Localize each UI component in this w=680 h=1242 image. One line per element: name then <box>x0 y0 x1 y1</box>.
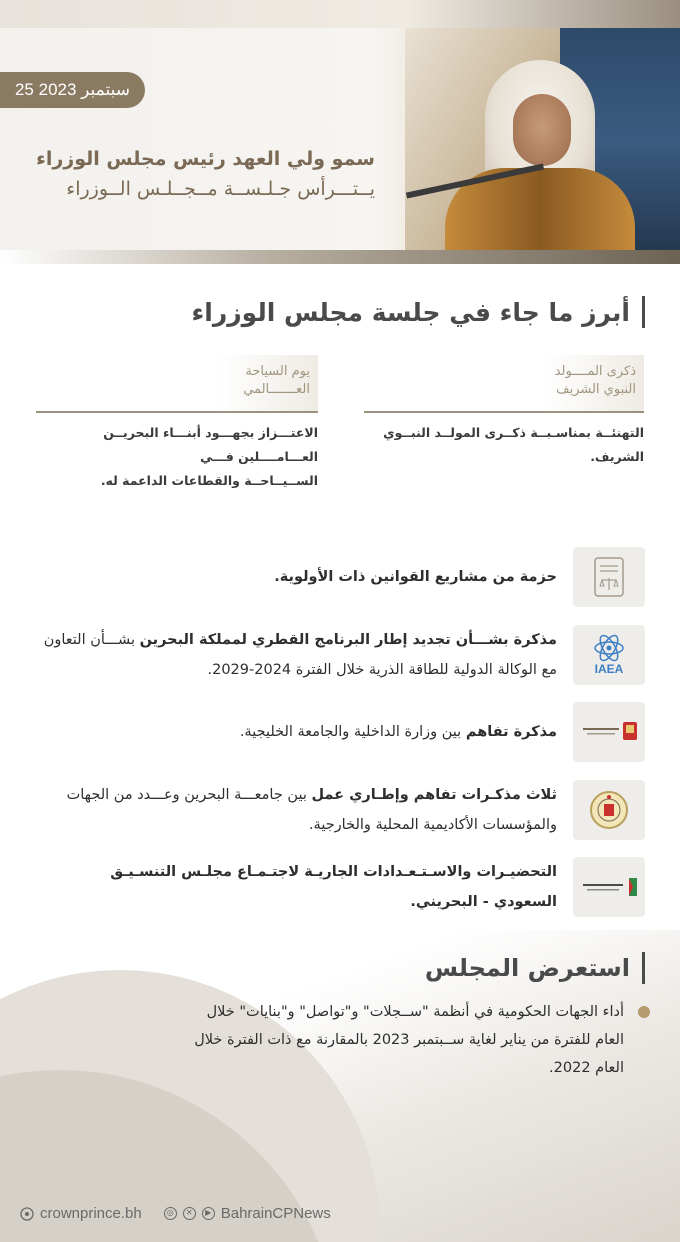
hero-banner <box>0 28 680 254</box>
list-item <box>35 702 645 764</box>
highlights-heading <box>192 296 645 328</box>
university-of-bahrain-logo <box>573 780 645 840</box>
item-bold-text: ثلاث مذكـرات تفاهم وإطـاري عمل <box>311 787 557 803</box>
social-handle-link[interactable] <box>164 1205 331 1222</box>
law-scroll-icon <box>573 547 645 607</box>
list-item-text <box>35 717 557 747</box>
bullet-dot-icon <box>638 1006 650 1018</box>
item-line <box>35 625 557 655</box>
list-item-text <box>35 857 557 917</box>
x-icon: ✕ <box>183 1207 196 1220</box>
ministry-university-logo <box>573 702 645 762</box>
bullet-line: العام للفترة من يناير لغاية ســبتمبر 2023 بالمقارنة مع ذات الفترة خلال <box>194 1032 624 1048</box>
hero-subtitle: يــتـــرأس جـلـســة مــجــلـس الــوزراء <box>66 178 375 200</box>
list-item-text <box>35 562 557 592</box>
highlight-tag <box>218 355 318 411</box>
website-text: crownprince.bh <box>40 1205 142 1222</box>
highlight-rule <box>36 411 318 413</box>
portrait-face <box>513 94 571 166</box>
highlight-text <box>364 421 644 469</box>
youtube-icon: ▶ <box>202 1207 215 1220</box>
item-line2: السعودي - البحريني. <box>410 894 557 910</box>
footer <box>20 1205 331 1222</box>
tag-line: العـــــــالمي <box>243 382 310 397</box>
top-decorative-strip <box>0 0 680 28</box>
highlight-rule <box>364 411 644 413</box>
item-rest-text: بشـــأن التعاون <box>43 632 140 648</box>
bullet-line: العام 2022. <box>549 1060 624 1076</box>
item-line2: والمؤسسات الأكاديمية المحلية والخارجية. <box>308 817 557 833</box>
item-rest-text: بين جامعـــة البحرين وعـــدد من الجهات <box>66 787 312 803</box>
item-bold-text: مذكرة تفاهم <box>465 724 557 740</box>
crown-prince-photo <box>405 28 680 254</box>
item-rest-text: بين وزارة الداخلية والجامعة الخليجية. <box>239 724 466 740</box>
tag-line: ذكرى المــــولد <box>554 364 636 379</box>
list-item-text <box>35 780 557 840</box>
heading-bar <box>642 296 645 328</box>
item-bold-text: مذكرة بشـــأن تجديد إطار البرنامج القطري لمملكة البحرين <box>139 632 557 648</box>
bullet-text <box>180 998 650 1082</box>
hero-divider-strip <box>0 250 680 264</box>
review-bullet <box>180 998 650 1082</box>
highlight-text-line: الســيــاحــة والقطاعات الداعمة له. <box>100 473 318 488</box>
tag-line: النبوي الشريف <box>556 382 636 397</box>
bullet-line: أداء الجهات الحكومية في أنظمة "ســجلات" و"تواصل" و"بنايات" خلال <box>206 1004 624 1020</box>
date-badge: 25 سبتمبر 2023 <box>0 72 145 108</box>
item-line <box>35 780 557 810</box>
social-handle-text: BahrainCPNews <box>220 1205 331 1222</box>
highlight-text-line: الشريف. <box>590 449 644 464</box>
highlight-tag <box>544 355 644 411</box>
review-heading <box>425 952 645 984</box>
highlight-text-line: الاعتـــزاز بجهـــود أبنـــاء البحريــن العـــامــــلين فـــي <box>103 425 318 464</box>
tag-line: يوم السياحة <box>245 364 310 379</box>
coordination-council-logo <box>573 857 645 917</box>
hero-title: سمو ولي العهد رئيس مجلس الوزراء <box>36 148 375 170</box>
list-item-text <box>35 625 557 685</box>
iaea-logo <box>573 625 645 685</box>
highlight-text-line: التهنئــة بمناسـبــة ذكــرى المولــد النبــوي <box>383 425 644 440</box>
list-item <box>35 547 645 609</box>
list-item <box>35 625 645 687</box>
website-link[interactable] <box>20 1205 142 1222</box>
item-bold-text: حزمة من مشاريع القوانين ذات الأولوية. <box>274 569 557 585</box>
heading-bar <box>642 952 645 984</box>
list-item <box>35 780 645 842</box>
globe-icon <box>20 1207 34 1221</box>
review-heading-text: استعرض المجلس <box>424 954 630 982</box>
instagram-icon: ◎ <box>164 1207 177 1220</box>
iaea-logo-text: IAEA <box>594 662 624 676</box>
highlights-heading-text: أبرز ما جاء في جلسة مجلس الوزراء <box>191 297 630 327</box>
highlight-text <box>36 421 318 493</box>
item-bold-text: التحضيـرات والاسـتـعـدادات الجاريـة لاجتـمـاع مجلـس التنسـيـق <box>110 864 557 880</box>
item-line2: مع الوكالة الدولية للطاقة الذرية خلال الفترة 2024-2029. <box>207 662 557 678</box>
list-item <box>35 857 645 919</box>
